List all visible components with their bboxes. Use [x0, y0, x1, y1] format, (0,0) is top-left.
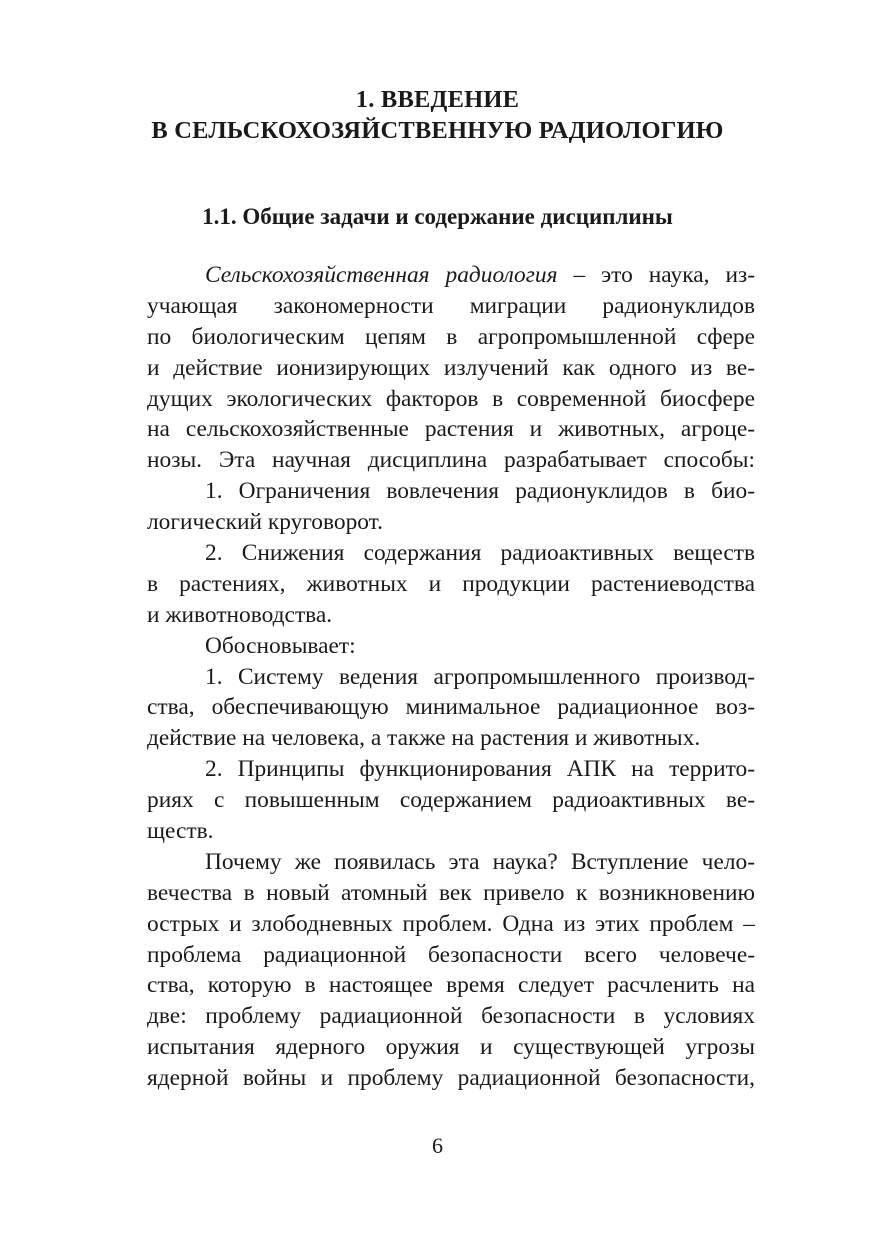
- chapter-title-line-1: 1. ВВЕДЕНИЕ: [355, 86, 520, 113]
- text-line: учающая закономерности миграции радионуклидов: [147, 292, 755, 319]
- text-line: действие на человека, а также на растения и животных.: [147, 725, 701, 752]
- text-line: 2. Снижения содержания радиоактивных веществ: [205, 540, 755, 567]
- text-line: в растениях, животных и продукции растениеводства: [147, 570, 755, 597]
- text-line: ществ.: [147, 818, 214, 845]
- chapter-title: [0, 84, 875, 146]
- chapter-title-line-2: В СЕЛЬСКОХОЗЯЙСТВЕННУЮ РАДИОЛОГИЮ: [151, 117, 724, 144]
- text-line: 1. Систему ведения агропромышленного производ-: [205, 663, 755, 690]
- text-line-rest: – это наука, из-: [557, 262, 755, 288]
- body-text: [147, 260, 755, 1094]
- text-line: и животноводства.: [147, 601, 333, 628]
- text-line: ядерной войны и проблему радиационной безопасности,: [147, 1065, 755, 1092]
- text-line: и действие ионизирующих излучений как одного из ве-: [147, 354, 755, 381]
- text-line: ства, которую в настоящее время следует расчленить на: [147, 972, 755, 999]
- text-line: логический круговорот.: [147, 509, 383, 536]
- text-line: острых и злободневных проблем. Одна из этих проблем –: [147, 910, 755, 937]
- text-line: Почему же появилась эта наука? Вступление чело-: [205, 848, 755, 875]
- text-line: проблема радиационной безопасности всего человече-: [147, 941, 755, 968]
- text-line: дущих экологических факторов в современной биосфере: [147, 385, 755, 412]
- text-line: испытания ядерного оружия и существующей угрозы: [147, 1034, 755, 1061]
- text-line: ства, обеспечивающую минимальное радиационное воз-: [147, 694, 755, 721]
- text-line: по биологическим цепям в агропромышленной сфере: [147, 323, 755, 350]
- text-line: две: проблему радиационной безопасности в условиях: [147, 1003, 755, 1030]
- text-line: 1. Ограничения вовлечения радионуклидов в био-: [205, 478, 755, 505]
- text-line: [147, 260, 755, 291]
- text-line: риях с повышенным содержанием радиоактивных ве-: [147, 787, 755, 814]
- page-number: 6: [432, 1133, 443, 1158]
- text-line: 2. Принципы функционирования АПК на террито-: [205, 756, 755, 783]
- text-line: нозы. Эта научная дисциплина разрабатывает способы:: [147, 447, 755, 474]
- text-line: вечества в новый атомный век привело к возникновению: [147, 879, 755, 906]
- section-title: 1.1. Общие задачи и содержание дисциплины: [202, 204, 673, 229]
- text-line: на сельскохозяйственные растения и животных, агроце-: [147, 416, 755, 443]
- term-italic: Сельскохозяйственная радиология: [205, 262, 558, 288]
- text-line: Обосновывает:: [205, 632, 356, 659]
